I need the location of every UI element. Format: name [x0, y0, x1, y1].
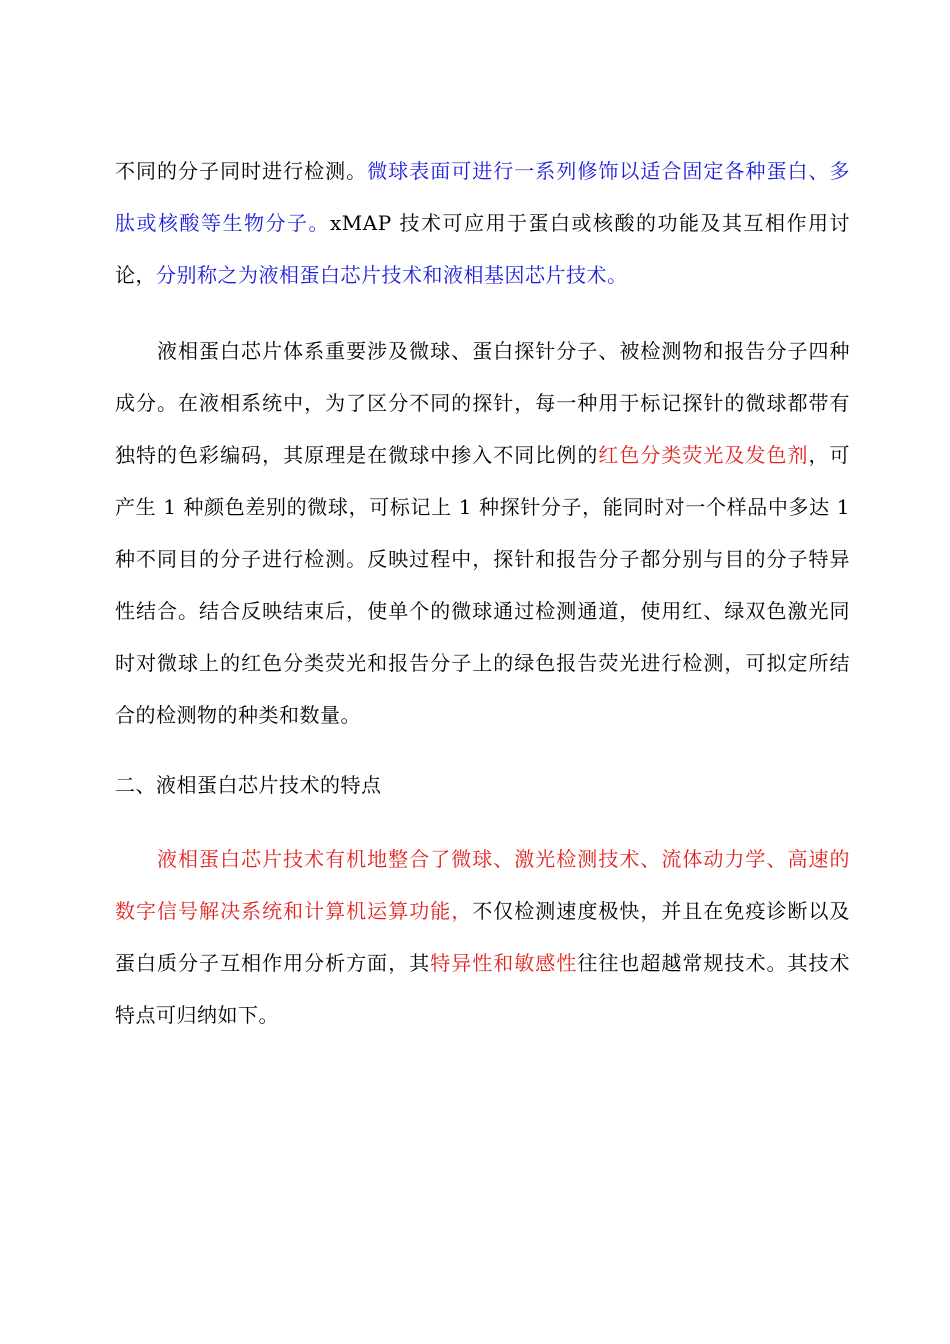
highlight-blue-text: 分别称之为液相蛋白芯片技术和液相基因芯片技术。	[156, 263, 628, 287]
highlight-red-text: 液相蛋白芯片技术有机地整合了微球、激光检测技术、流体动力学、高速的数字信号解决系统和计算机运算功能，	[115, 847, 850, 923]
section-heading: 二、液相蛋白芯片技术的特点	[115, 773, 382, 797]
paragraph-features	[115, 833, 850, 1041]
highlight-red-text: 红色分类荧光及发色剂	[598, 443, 809, 467]
paragraph-text: xMAP 技术可应用于蛋白或核酸的功能及其互相作用讨论，	[115, 211, 851, 287]
paragraph-text: 不同的分子同时进行检测。	[115, 159, 368, 183]
paragraph-system-components	[115, 325, 850, 741]
paragraph-xmap-intro	[115, 145, 850, 301]
highlight-red-text: 特异性和敏感性	[430, 951, 578, 975]
paragraph-text: 往往也超越常规技术。其技术特点可归纳如下。	[115, 951, 851, 1027]
paragraph-text: 液相蛋白芯片体系重要涉及微球、蛋白探针分子、被检测物和报告分子四种成分。在液相系统中，为了区分不同的探针，每一种用于标记探针的微球都带有独特的色彩编码，其原理是在微球中掺入不同比例的	[115, 339, 850, 467]
paragraph-text: 不仅检测速度极快，并且在免疫诊断以及蛋白质分子互相作用分析方面，其	[115, 899, 850, 975]
highlight-blue-text: 微球表面可进行一系列修饰以适合固定各种蛋白、多肽或核酸等生物分子。	[115, 159, 851, 235]
paragraph-text: ，可产生 1 种颜色差别的微球，可标记上 1 种探针分子，能同时对一个样品中多达 1 种不同目的分子进行检测。反映过程中，探针和报告分子都分别与目的分子特异性结合。结合反映结束后，使单个的微球通过检测通道，使用红、绿双色激光同时对微球上的红色分类荧光和报告分子上的绿色报告荧光进行检测，可拟定所结合的检测物的种类和数量。	[115, 443, 851, 727]
